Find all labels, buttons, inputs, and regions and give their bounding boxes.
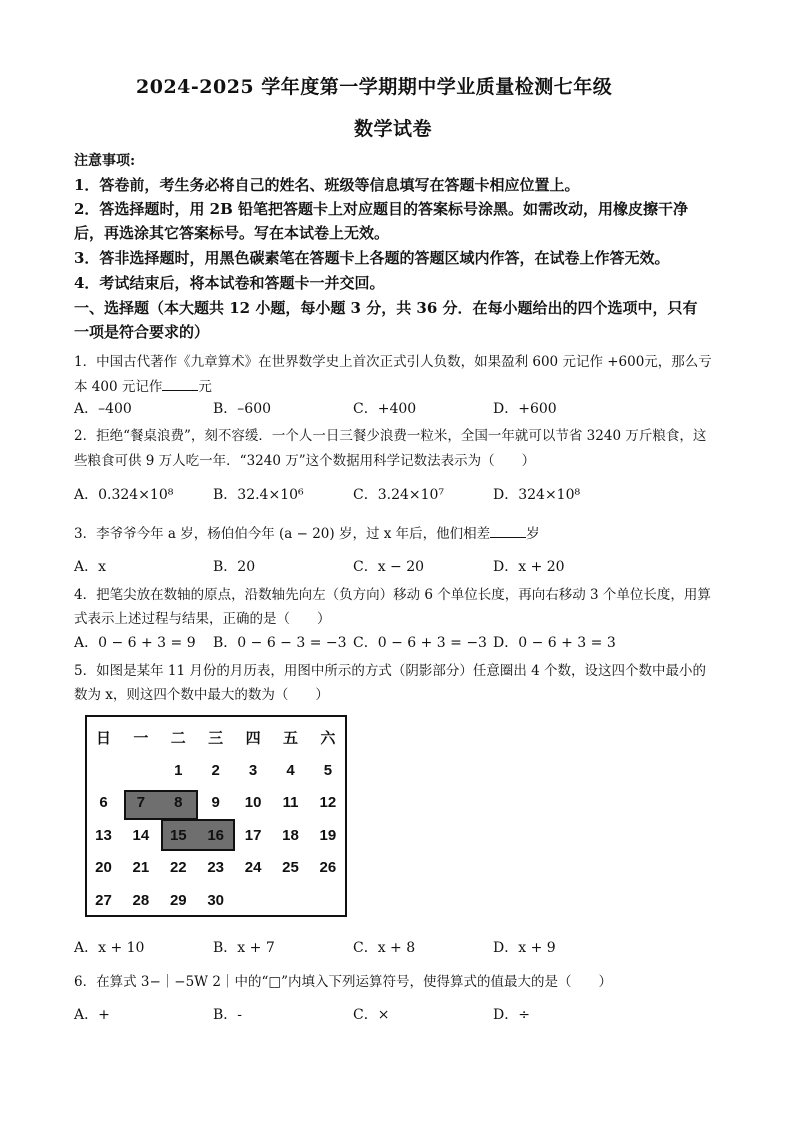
question-text bbox=[74, 522, 540, 542]
calendar-day-cell: 30 bbox=[207, 891, 225, 909]
notice-item: 3．答非选择题时，用黑色碳素笔在答题卡上各题的答题区域内作答，在试卷上作答无效。 bbox=[74, 249, 670, 267]
option-b: B．32.4×10⁶ bbox=[213, 487, 304, 503]
calendar-day-cell: 29 bbox=[169, 891, 187, 909]
question-text: 数为 x，则这四个数中最大的数为（ ） bbox=[74, 687, 329, 703]
calendar-day-cell: 5 bbox=[323, 761, 333, 779]
option-b: B．0 − 6 − 3 = −3 bbox=[213, 635, 347, 651]
option-b: B．20 bbox=[213, 559, 256, 575]
calendar-day-cell: 13 bbox=[95, 826, 112, 844]
question-text: 式表示上述过程与结果，正确的是（ ） bbox=[74, 611, 331, 627]
calendar-day-cell: 21 bbox=[132, 859, 150, 876]
calendar-header-cell: 三 bbox=[208, 729, 224, 747]
calendar-day-cell: 3 bbox=[248, 761, 258, 779]
calendar-day-cell: 10 bbox=[244, 794, 262, 811]
option-d: D．x + 20 bbox=[493, 559, 565, 575]
option-c: C．+400 bbox=[353, 401, 417, 417]
option-b: B．–600 bbox=[213, 401, 272, 417]
question-text: 些粮食可供 9 万人吃一年．“3240 万”这个数据用科学记数法表示为（ ） bbox=[74, 453, 536, 469]
option-a: A．x + 10 bbox=[74, 940, 145, 956]
calendar-day-cell: 7 bbox=[136, 794, 146, 811]
calendar-day-cell: 26 bbox=[319, 859, 337, 876]
option-b: B．x + 7 bbox=[213, 940, 275, 956]
section-heading: 一项是符合要求的） bbox=[74, 323, 210, 341]
option-d: D．+600 bbox=[493, 401, 557, 417]
calendar-day-cell: 18 bbox=[282, 826, 299, 844]
calendar-day-cell: 2 bbox=[211, 761, 220, 779]
calendar-day-cell: 9 bbox=[211, 794, 220, 811]
calendar-header-cell: 一 bbox=[133, 729, 149, 747]
question-text-part: 本 400 元记作 bbox=[74, 379, 163, 395]
notice-item: 4．考试结束后，将本试卷和答题卡一并交回。 bbox=[74, 274, 385, 292]
question-text: 6．在算式 3−｜−5W 2｜中的“□”内填入下列运算符号，使得算式的值最大的是（ ） bbox=[74, 974, 612, 990]
calendar-day-cell: 25 bbox=[282, 859, 299, 876]
option-c: C．x + 8 bbox=[353, 940, 416, 956]
option-a: A．0 − 6 + 3 = 9 bbox=[74, 635, 196, 651]
question-text-part: 元 bbox=[198, 379, 212, 395]
question-text-part: 岁 bbox=[526, 526, 540, 542]
calendar-day-cell: 8 bbox=[174, 794, 183, 811]
calendar-day-cell: 1 bbox=[174, 761, 183, 779]
option-c: C．0 − 6 + 3 = −3 bbox=[353, 635, 487, 651]
option-c: C．3.24×10⁷ bbox=[353, 487, 445, 503]
question-text-part: 3．李爷爷今年 a 岁，杨伯伯今年 (a − 20) 岁，过 x 年后，他们相差 bbox=[74, 526, 491, 542]
question-text: 4．把笔尖放在数轴的原点，沿数轴先向左（负方向）移动 6 个单位长度，再向右移动 3 个单位长度，用算 bbox=[74, 587, 711, 603]
calendar-day-cell: 16 bbox=[207, 826, 225, 844]
calendar-grid bbox=[85, 715, 347, 917]
calendar-header-cell: 二 bbox=[170, 729, 186, 747]
calendar-day-cell: 17 bbox=[244, 826, 262, 844]
notice-item: 后，再选涂其它答案标号。写在本试卷上无效。 bbox=[74, 224, 390, 242]
answer-blank bbox=[162, 378, 198, 391]
option-a: A．x bbox=[74, 559, 107, 575]
calendar-day-cell: 20 bbox=[95, 859, 112, 876]
calendar-day-cell: 15 bbox=[169, 826, 187, 844]
option-a: A．0.324×10⁸ bbox=[74, 487, 174, 503]
calendar-day-cell: 19 bbox=[319, 826, 337, 844]
option-c: C．× bbox=[353, 1007, 390, 1023]
question-text: 5．如图是某年 11 月份的月历表，用图中所示的方式（阴影部分）任意圈出 4 个数，设这四个数中最小的 bbox=[74, 663, 707, 679]
option-d: D．324×10⁸ bbox=[493, 487, 581, 503]
notice-item: 2．答选择题时，用 2B 铅笔把答题卡上对应题目的答案标号涂黑。如需改动，用橡皮擦干净 bbox=[74, 200, 689, 218]
calendar-header-cell: 四 bbox=[245, 729, 261, 747]
calendar-day-cell: 6 bbox=[99, 794, 108, 811]
calendar-day-cell: 27 bbox=[95, 891, 112, 909]
calendar-header-cell: 五 bbox=[282, 729, 298, 747]
option-d: D．0 − 6 + 3 = 3 bbox=[493, 635, 616, 651]
calendar-day-cell: 23 bbox=[207, 859, 225, 876]
calendar-day-cell: 24 bbox=[244, 859, 262, 876]
option-c: C．x − 20 bbox=[353, 559, 425, 575]
question-text bbox=[74, 375, 212, 395]
section-heading: 一、选择题（本大题共 12 小题，每小题 3 分，共 36 分．在每小题给出的四个选项中，只有 bbox=[74, 299, 698, 317]
notice-item: 1．答卷前，考生务必将自己的姓名、班级等信息填写在答题卡相应位置上。 bbox=[74, 176, 580, 194]
notice-heading: 注意事项: bbox=[74, 153, 136, 169]
calendar-day-cell: 28 bbox=[132, 891, 150, 909]
exam-title: 2024-2025 学年度第一学期期中学业质量检测七年级 bbox=[136, 76, 613, 98]
calendar-header-cell: 六 bbox=[320, 729, 336, 747]
calendar-day-cell: 12 bbox=[319, 794, 337, 811]
calendar-day-cell: 11 bbox=[282, 794, 299, 811]
answer-blank bbox=[490, 525, 526, 538]
exam-subtitle: 数学试卷 bbox=[354, 118, 433, 140]
calendar-day-cell: 22 bbox=[169, 859, 187, 876]
option-b: B．- bbox=[213, 1007, 243, 1023]
calendar-header-cell: 日 bbox=[95, 729, 111, 747]
option-a: A．–400 bbox=[74, 401, 132, 417]
option-a: A．+ bbox=[74, 1007, 110, 1023]
option-d: D．x + 9 bbox=[493, 940, 556, 956]
option-d: D．÷ bbox=[493, 1007, 530, 1023]
calendar-day-cell: 14 bbox=[132, 826, 150, 844]
question-text: 1．中国古代著作《九章算术》在世界数学史上首次正式引人负数，如果盈利 600 元记作 +600元，那么亏 bbox=[74, 354, 712, 370]
calendar-day-cell: 4 bbox=[286, 761, 295, 779]
question-text: 2．拒绝“餐桌浪费”，刻不容缓．一个人一日三餐少浪费一粒米，全国一年就可以节省 3240 万斤粮食，这 bbox=[74, 428, 707, 444]
